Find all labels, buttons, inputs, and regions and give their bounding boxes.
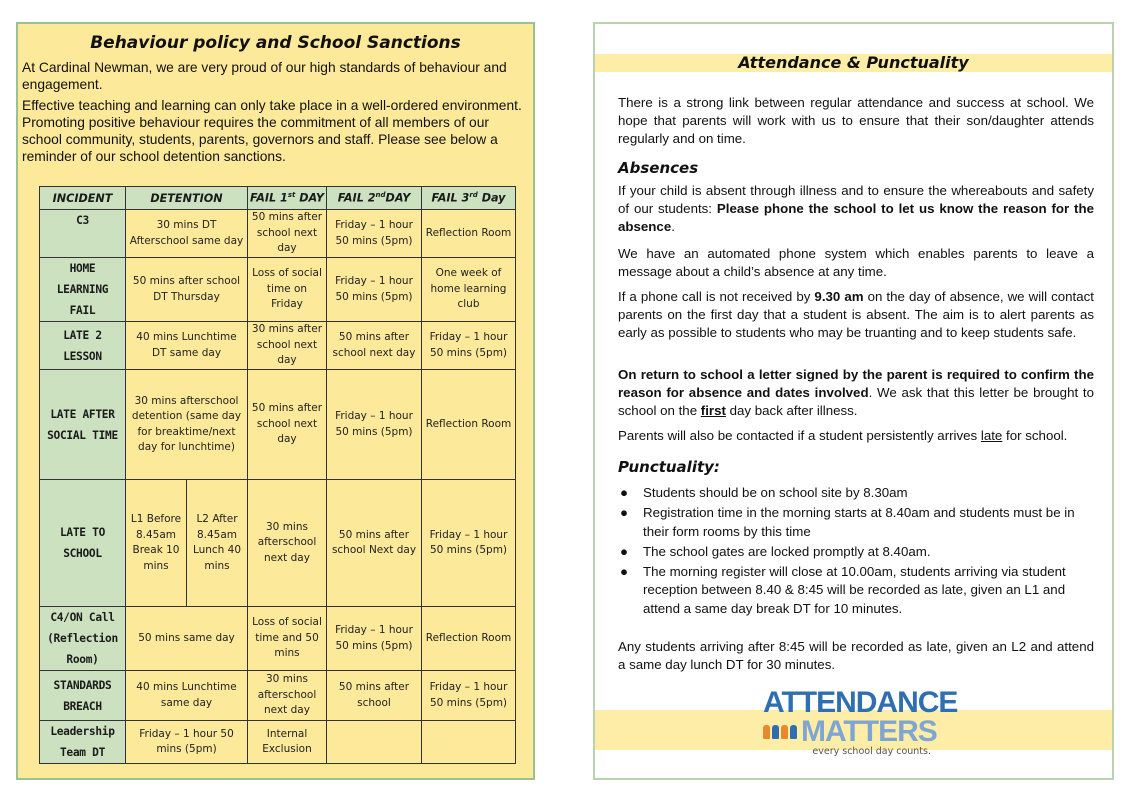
table-row — [40, 322, 516, 370]
incident-cell: C3 — [40, 210, 126, 258]
header-fail-3rd-day: FAIL 3rd Day — [422, 187, 516, 210]
table-row — [40, 721, 516, 764]
punctuality-heading: Punctuality: — [618, 458, 720, 476]
bullet-icon: ● — [620, 485, 629, 500]
table-row — [40, 607, 516, 671]
header-fail-1st-day: FAIL 1st DAY — [248, 187, 327, 210]
fail3-cell — [422, 721, 516, 764]
detention-l1: L1 Before 8.45am Break 10 mins — [126, 480, 187, 606]
fail3-cell: Reflection Room — [422, 210, 516, 258]
detention-split-cell — [126, 480, 248, 607]
detention-cell: 50 mins same day — [126, 607, 248, 671]
absences-paragraph-3: If a phone call is not received by 9.30 am on the day of absence, we will contact parents on the first day that a student is absent. The aim is to alert parents as early as possible to students who may be truanting and to keep students safe. — [618, 289, 1094, 340]
fail1-cell: Internal Exclusion — [248, 721, 327, 764]
fail3-cell: Friday – 1 hour 50 mins (5pm) — [422, 671, 516, 721]
list-item: ● The morning register will close at 10.00am, students arriving via student reception between 8.40 & 8:45 will be recorded as late, given an L1 and attend a same day break DT for 10 minutes. — [620, 564, 1066, 616]
table-row — [40, 480, 516, 607]
attendance-matters-logo — [763, 686, 958, 760]
absences-heading: Absences — [618, 159, 699, 177]
fail1-cell: Loss of social time and 50 mins — [248, 607, 327, 671]
absences-paragraph-1: If your child is absent through illness and to ensure the whereabouts and safety of our students: Please phone the school to let us know the reason for the absence. — [618, 183, 1095, 234]
incident-cell: C4/ON Call (Reflection Room) — [40, 607, 126, 671]
fail2-cell: 50 mins after school Next day — [327, 480, 422, 607]
fail2-cell: Friday – 1 hour 50 mins (5pm) — [327, 607, 422, 671]
bullet-icon: ● — [620, 543, 629, 559]
bullet-icon: ● — [620, 505, 629, 521]
header-fail-2nd-day: FAIL 2ndDAY — [327, 187, 422, 210]
attendance-title: Attendance & Punctuality — [738, 53, 969, 72]
attendance-panel — [593, 22, 1114, 780]
list-item: ● Students should be on school site by 8.30am — [618, 484, 1094, 502]
fail3-cell: Friday – 1 hour 50 mins (5pm) — [422, 480, 516, 607]
incident-cell: LATE AFTER SOCIAL TIME — [40, 370, 126, 480]
table-header-row — [40, 187, 516, 210]
incident-cell: LATE TO SCHOOL — [40, 480, 126, 607]
closing-paragraph: Any students arriving after 8:45 will be recorded as late, given an L2 and attend a same day lunch DT for 30 minutes. — [618, 639, 1094, 672]
fail2-cell: Friday – 1 hour 50 mins (5pm) — [327, 370, 422, 480]
incident-cell: Leadership Team DT — [40, 721, 126, 764]
intro-paragraph-2: Effective teaching and learning can only take place in a well-ordered environment. Promoting positive behaviour requires the commitment of all members of our school community, students, parents, governors and staff. Please see below a reminder of our school detention sanctions. — [22, 97, 522, 165]
behaviour-intro — [22, 59, 532, 169]
punctuality-list — [618, 484, 1094, 620]
incident-cell: LATE 2 LESSON — [40, 322, 126, 370]
logo-matters-text: MATTERS — [801, 715, 937, 748]
table-row — [40, 210, 516, 258]
fail1-cell: 30 mins afterschool next day — [248, 480, 327, 607]
detention-cell: 40 mins Lunchtime same day — [126, 671, 248, 721]
table-row — [40, 370, 516, 480]
table-row — [40, 671, 516, 721]
detention-cell: 30 mins afterschool detention (same day for breaktime/next day for lunchtime) — [126, 370, 248, 480]
bullet-icon: ● — [620, 564, 629, 580]
people-icon — [763, 725, 797, 739]
fail3-cell: One week of home learning club — [422, 258, 516, 322]
absences-paragraph-5: Parents will also be contacted if a student persistently arrives late for school. — [618, 428, 1068, 443]
fail2-cell: Friday – 1 hour 50 mins (5pm) — [327, 258, 422, 322]
detention-l2: L2 After 8.45am Lunch 40 mins — [192, 513, 242, 572]
sanctions-table — [39, 186, 516, 764]
behaviour-title: Behaviour policy and School Sanctions — [90, 33, 461, 53]
detention-cell: 40 mins Lunchtime DT same day — [126, 322, 248, 370]
table-row — [40, 258, 516, 322]
header-incident: INCIDENT — [40, 187, 126, 210]
detention-cell: 30 mins DT Afterschool same day — [126, 210, 248, 258]
absences-paragraph-2: We have an automated phone system which enables parents to leave a message about a child’s absence at any time. — [618, 246, 1094, 279]
fail3-cell: Reflection Room — [422, 607, 516, 671]
fail3-cell: Reflection Room — [422, 370, 516, 480]
list-item: ● The school gates are locked promptly at 8.40am. — [618, 543, 1094, 561]
fail2-cell — [327, 721, 422, 764]
logo-tagline: every school day counts. — [812, 746, 931, 757]
intro-paragraph-1: At Cardinal Newman, we are very proud of our high standards of behaviour and engagement. — [22, 60, 507, 93]
fail1-cell: 50 mins after school next day — [248, 210, 327, 258]
detention-cell: 50 mins after school DT Thursday — [126, 258, 248, 322]
incident-cell: STANDARDS BREACH — [40, 671, 126, 721]
fail1-cell: 50 mins after school next day — [248, 370, 327, 480]
behaviour-panel — [16, 22, 535, 780]
header-detention: DETENTION — [126, 187, 248, 210]
detention-cell: Friday – 1 hour 50 mins (5pm) — [126, 721, 248, 764]
absences-paragraph-4: On return to school a letter signed by the parent is required to confirm the reason for absence and dates involved. We ask that this letter be brought to school on the first day back after illness. — [618, 367, 1094, 418]
fail1-cell: Loss of social time on Friday — [248, 258, 327, 322]
fail3-cell: Friday – 1 hour 50 mins (5pm) — [422, 322, 516, 370]
fail2-cell: 50 mins after school — [327, 671, 422, 721]
incident-cell: HOME LEARNING FAIL — [40, 258, 126, 322]
fail1-cell: 30 mins afterschool next day — [248, 671, 327, 721]
list-item: ● Registration time in the morning starts at 8.40am and students must be in their form rooms by this time — [620, 505, 1075, 539]
fail2-cell: Friday – 1 hour 50 mins (5pm) — [327, 210, 422, 258]
fail2-cell: 50 mins after school next day — [327, 322, 422, 370]
logo-attendance-text: ATTENDANCE — [763, 686, 958, 719]
attendance-intro: There is a strong link between regular attendance and success at school. We hope that parents will work with us to ensure that their son/daughter attends regularly and on time. — [618, 95, 1094, 146]
fail1-cell: 30 mins after school next day — [248, 322, 327, 370]
